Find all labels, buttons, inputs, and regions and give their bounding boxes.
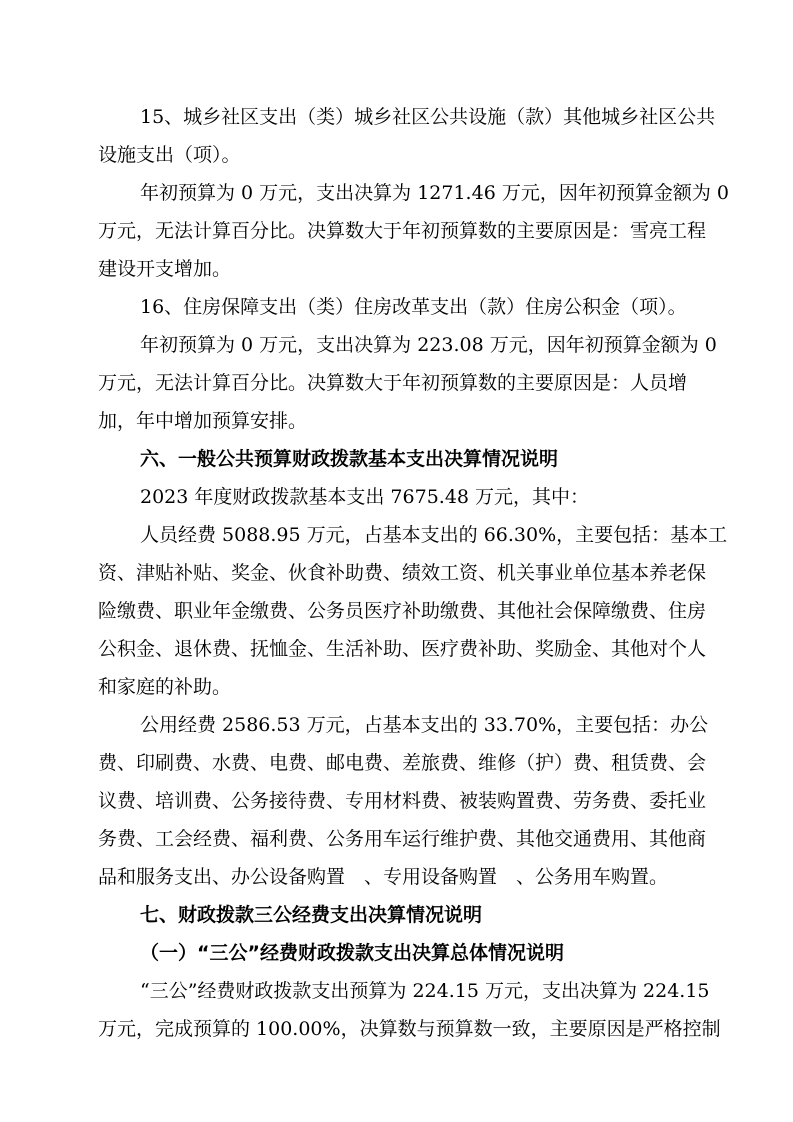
text-line: 资、津贴补贴、奖金、伙食补助费、绩效工资、机关事业单位基本养老保 <box>98 562 707 584</box>
text-line: 建设开支增加。 <box>98 258 232 280</box>
text-line: 费、印刷费、水费、电费、邮电费、差旅费、维修（护）费、租赁费、会 <box>98 752 707 774</box>
text-line: 万元，无法计算百分比。决算数大于年初预算数的主要原因是：人员增 <box>98 372 688 394</box>
text-line: 2023 年度财政拨款基本支出 7675.48 万元，其中： <box>140 486 590 508</box>
text-line: 议费、培训费、公务接待费、专用材料费、被装购置费、劳务费、委托业 <box>98 790 707 812</box>
text-line: 和家庭的补助。 <box>98 676 232 698</box>
text-line: 公积金、退休费、抚恤金、生活补助、医疗费补助、奖励金、其他对个人 <box>98 638 707 660</box>
text-line: 公用经费 2586.53 万元，占基本支出的 33.70%，主要包括：办公 <box>140 714 709 736</box>
text-line: 万元，无法计算百分比。决算数大于年初预算数的主要原因是：雪亮工程 <box>98 220 707 242</box>
text-line: 品和服务支出、办公设备购置 、专用设备购置 、公务用车购置。 <box>98 866 669 888</box>
text-line: 年初预算为 0 万元，支出决算为 1271.46 万元，因年初预算金额为 0 <box>140 182 729 204</box>
text-line: “三公”经费财政拨款支出预算为 224.15 万元，支出决算为 224.15 <box>140 980 710 1002</box>
text-line: 险缴费、职业年金缴费、公务员医疗补助缴费、其他社会保障缴费、住房 <box>98 600 707 622</box>
text-line: 务费、工会经费、福利费、公务用车运行维护费、其他交通费用、其他商 <box>98 828 707 850</box>
section-heading: 六、一般公共预算财政拨款基本支出决算情况说明 <box>140 448 559 470</box>
text-line: 加，年中增加预算安排。 <box>98 410 308 432</box>
text-line: 15、城乡社区支出（类）城乡社区公共设施（款）其他城乡社区公共 <box>140 106 716 128</box>
text-line: 设施支出（项）。 <box>98 144 241 166</box>
text-line: 万元，完成预算的 100.00%，决算数与预算数一致，主要原因是严格控制 <box>98 1018 721 1040</box>
text-line: 16、住房保障支出（类）住房改革支出（款）住房公积金（项）。 <box>140 296 687 318</box>
text-line: 人员经费 5088.95 万元，占基本支出的 66.30%，主要包括：基本工 <box>140 524 728 546</box>
section-heading: 七、财政拨款三公经费支出决算情况说明 <box>140 904 483 926</box>
subsection-heading: （一）“三公”经费财政拨款支出决算总体情况说明 <box>140 942 564 964</box>
text-line: 年初预算为 0 万元，支出决算为 223.08 万元，因年初预算金额为 0 <box>140 334 717 356</box>
